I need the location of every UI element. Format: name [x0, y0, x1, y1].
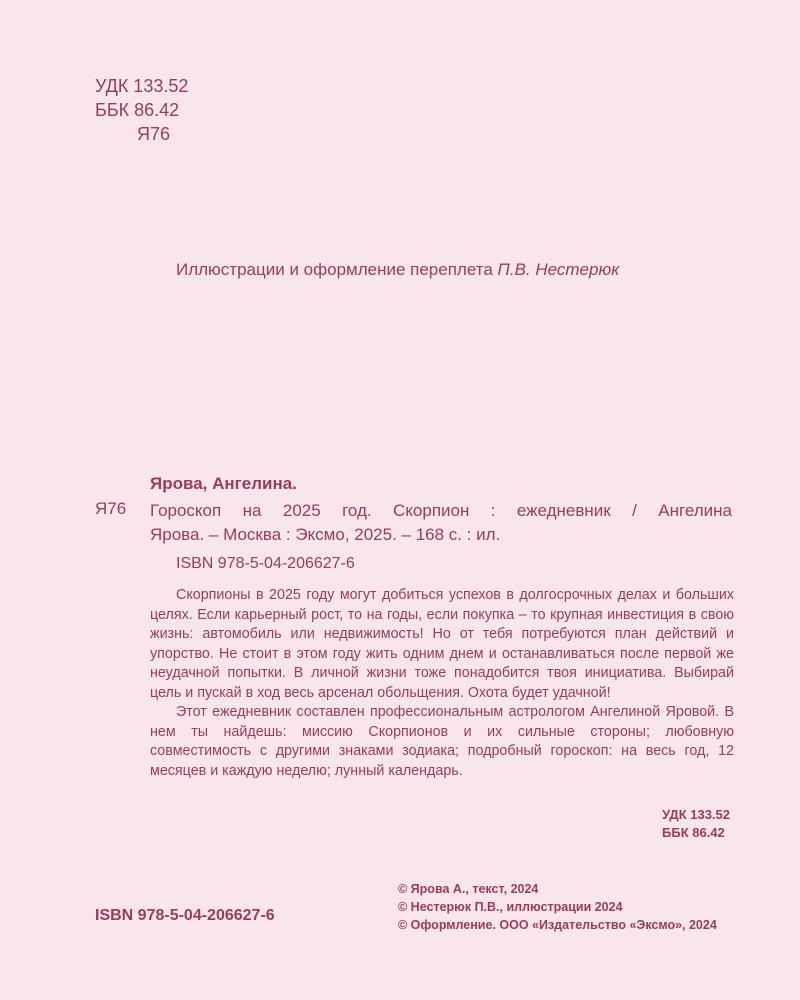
copyright-block — [398, 880, 717, 934]
title-word: Гороскоп — [150, 501, 222, 520]
title-word: Скорпион — [393, 501, 470, 520]
udk-code: УДК 133.52 — [95, 76, 189, 96]
title-word: год. — [342, 501, 372, 520]
catalog-entry — [150, 499, 732, 547]
isbn-bottom: ISBN 978-5-04-206627-6 — [95, 907, 275, 924]
bottom-classification-codes — [662, 806, 730, 842]
copyright-line: © Оформление. ООО «Издательство «Эксмо», 2024 — [398, 918, 717, 932]
title-word: / — [632, 501, 637, 520]
author-mark: Я76 — [137, 124, 171, 144]
annotation-paragraph: Этот ежедневник составлен профессиональным астрологом Ангелиной Яровой. В нем ты найдешь: миссию Скорпионов и их сильные стороны; любовную совместимость с другими знаками зодиака; подробный гороскоп: на весь год, 12 месяцев и каждую неделю; лунный календарь. — [150, 704, 734, 779]
catalog-author-mark: Я76 — [95, 499, 127, 518]
illustrations-credit — [176, 260, 619, 280]
copyright-line: © Нестерюк П.В., иллюстрации 2024 — [398, 900, 623, 914]
title-word: 2025 — [282, 501, 321, 520]
catalog-isbn: ISBN 978-5-04-206627-6 — [176, 555, 355, 572]
copyright-line: © Ярова А., текст, 2024 — [398, 882, 539, 896]
top-classification-codes — [95, 74, 188, 146]
title-word: на — [242, 501, 262, 520]
annotation-paragraph: Скорпионы в 2025 году могут добиться успехов в долгосрочных делах и больших целях. Если карьерный рост, то на годы, если покупка – то крупная инвестиция в свою жизнь: автомобиль или недвижимость! Но от тебя потребуются план действий и упорство. Не стоит в этом году жить одним днем и останавливаться после первой же неудачной попытки. В личной жизни тоже понадобится твоя инициатива. Выбирай цель и пускай в ход весь арсенал обольщения. Охота будет удачной! — [150, 587, 734, 701]
title-word: ежедневник — [516, 501, 611, 520]
title-word: : — [490, 501, 496, 520]
udk-code: УДК 133.52 — [662, 807, 730, 822]
title-word: Ангелина — [658, 501, 732, 520]
catalog-publication-line: Ярова. – Москва : Эксмо, 2025. – 168 с. : ил. — [150, 525, 501, 544]
annotation — [150, 586, 734, 781]
bbk-code: ББК 86.42 — [95, 100, 180, 120]
catalog-title-line — [150, 499, 732, 523]
catalog-author: Ярова, Ангелина. — [150, 474, 297, 493]
bbk-code: ББК 86.42 — [662, 825, 725, 840]
illustrations-label: Иллюстрации и оформление переплета — [176, 260, 493, 279]
illustrator-name: П.В. Нестерюк — [497, 260, 620, 279]
